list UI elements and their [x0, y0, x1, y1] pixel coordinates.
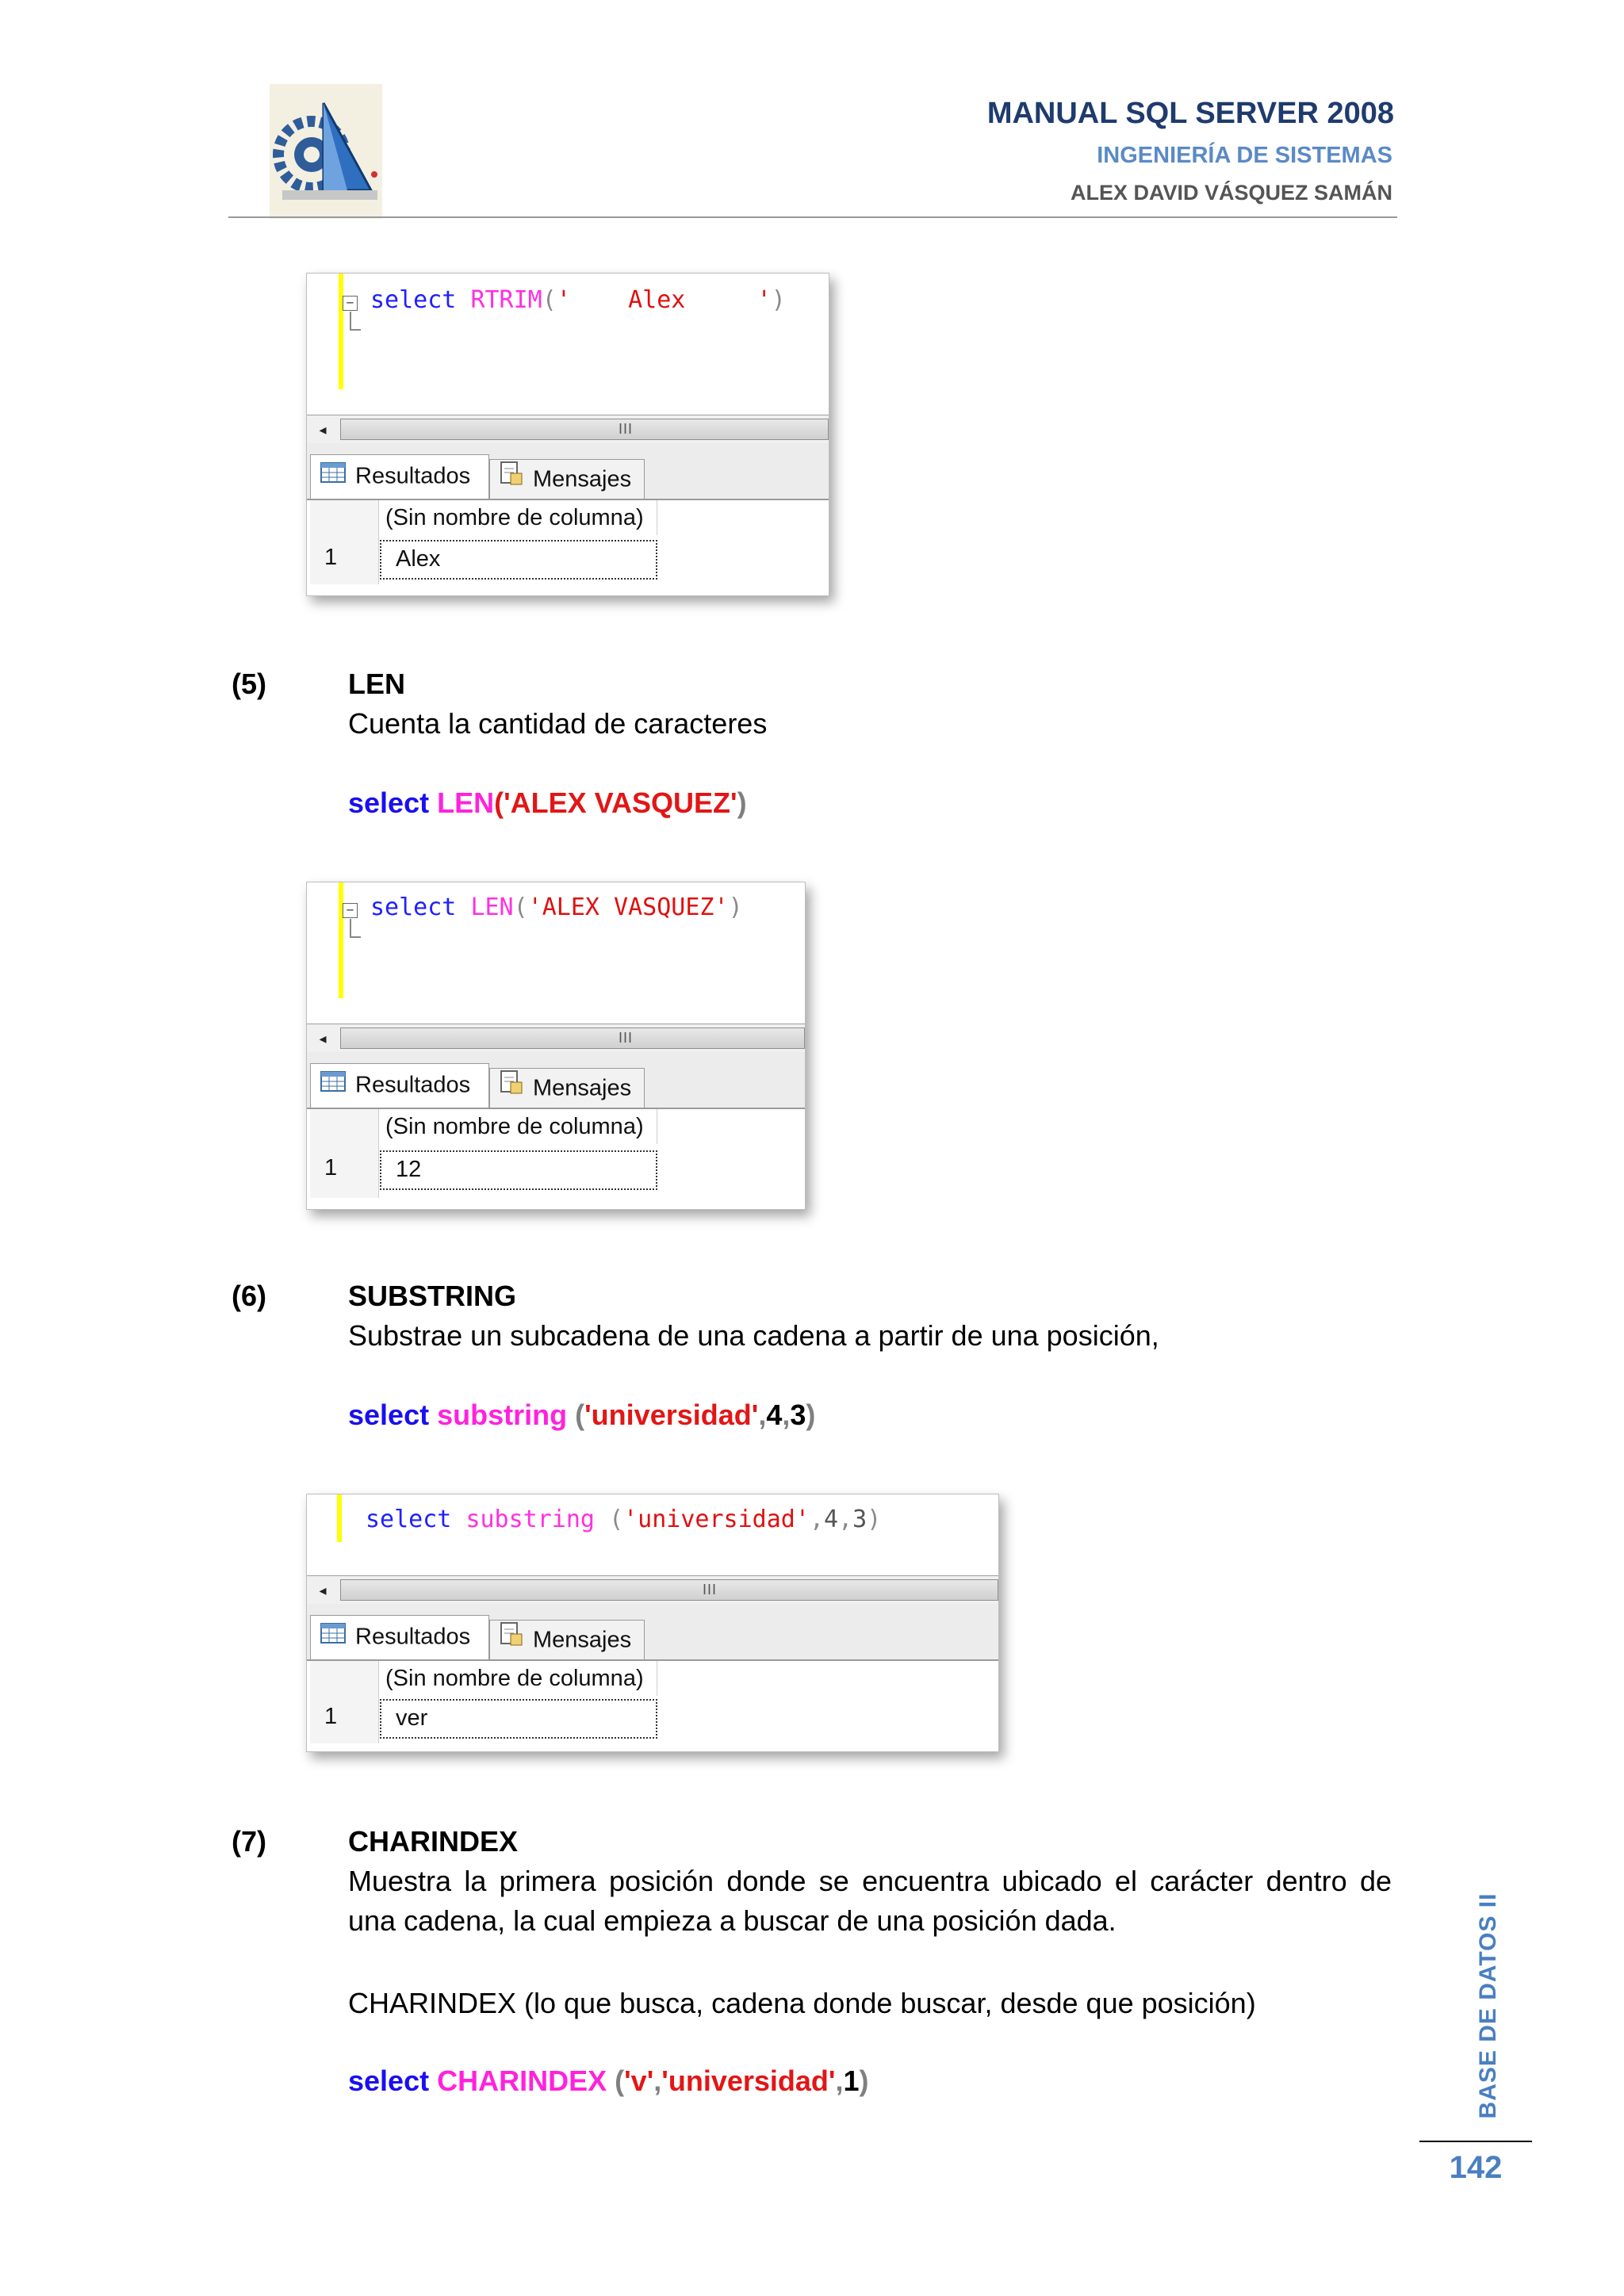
row-number: 1 [324, 545, 338, 570]
section-title: SUBSTRING [348, 1280, 517, 1312]
section-number: (7) [232, 1825, 266, 1858]
outline-guide [350, 312, 361, 331]
section-description: Muestra la primera posición donde se encuentra ubicado el carácter dentro de una cadena, la cual empieza a buscar de una posición dada. [348, 1865, 1392, 1937]
results-grid [307, 500, 829, 595]
results-grid [307, 1661, 998, 1751]
section-title: CHARINDEX [348, 1825, 519, 1858]
grid-icon [320, 455, 346, 496]
department-subtitle: INGENIERÍA DE SISTEMAS [1097, 143, 1392, 168]
change-marker [337, 1494, 342, 1542]
sql-statement[interactable]: select LEN('ALEX VASQUEZ') [370, 894, 743, 921]
tab-resultados[interactable]: Resultados [310, 1063, 489, 1108]
page-number: 142 [1449, 2150, 1503, 2185]
horizontal-scrollbar[interactable] [307, 415, 829, 445]
scroll-thumb[interactable] [340, 419, 829, 440]
results-tab-bar [307, 1052, 805, 1109]
change-marker [339, 274, 343, 389]
section-code-example: select LEN('ALEX VASQUEZ') [348, 786, 747, 819]
row-header-column [310, 1661, 379, 1743]
horizontal-scrollbar[interactable] [307, 1575, 998, 1605]
tab-resultados[interactable]: Resultados [310, 454, 489, 499]
column-header[interactable]: (Sin nombre de columna) [378, 1109, 657, 1144]
scroll-grip: III [619, 421, 634, 437]
scroll-left-icon[interactable]: ◂ [319, 422, 327, 438]
section-number: (5) [232, 668, 266, 700]
results-tab-bar [307, 1604, 998, 1661]
change-marker [339, 882, 343, 998]
section-description: Substrae un subcadena de una cadena a partir de una posición, [348, 1319, 1159, 1352]
scroll-thumb[interactable] [340, 1027, 805, 1049]
horizontal-scrollbar[interactable] [307, 1024, 805, 1054]
manual-title: MANUAL SQL SERVER 2008 [986, 97, 1394, 130]
query-editor [307, 274, 829, 415]
sql-statement[interactable]: select substring ('universidad',4,3) [366, 1506, 882, 1533]
messages-icon [500, 1621, 523, 1659]
results-tab-bar [307, 443, 829, 500]
row-header-column [310, 1109, 379, 1198]
tab-mensajes[interactable]: Mensajes [489, 1620, 645, 1659]
row-number: 1 [324, 1155, 338, 1181]
messages-icon [500, 1069, 523, 1107]
column-header[interactable]: (Sin nombre de columna) [378, 1661, 657, 1696]
query-editor [307, 882, 805, 1024]
query-editor [307, 1494, 998, 1575]
ssms-screenshot-rtrim [306, 273, 829, 596]
ssms-screenshot-len [306, 882, 806, 1210]
grid-icon [320, 1616, 346, 1657]
tab-resultados[interactable]: Resultados [310, 1615, 489, 1659]
outline-guide [350, 919, 361, 938]
author-name: ALEX DAVID VÁSQUEZ SAMÁN [1070, 181, 1392, 205]
page-number-divider [1419, 2141, 1532, 2142]
collapse-icon[interactable]: − [343, 903, 358, 918]
section-syntax: CHARINDEX (lo que busca, cadena donde buscar, desde que posición) [348, 1987, 1256, 2019]
section-code-example: select CHARINDEX ('v','universidad',1) [348, 2064, 869, 2097]
header-divider [228, 216, 1397, 218]
section-code-example: select substring ('universidad',4,3) [348, 1399, 816, 1431]
column-header[interactable]: (Sin nombre de columna) [378, 500, 657, 535]
grid-icon [320, 1064, 346, 1105]
tab-mensajes[interactable]: Mensajes [489, 1068, 645, 1108]
result-cell[interactable]: ver [380, 1699, 657, 1739]
scroll-thumb[interactable] [340, 1579, 998, 1601]
section-title: LEN [348, 668, 405, 700]
section-description: Cuenta la cantidad de caracteres [348, 707, 768, 740]
results-grid [307, 1109, 805, 1209]
scroll-left-icon[interactable]: ◂ [319, 1582, 327, 1598]
scroll-grip: III [703, 1582, 718, 1598]
tab-mensajes[interactable]: Mensajes [489, 459, 645, 499]
collapse-icon[interactable]: − [343, 296, 358, 311]
row-number: 1 [324, 1704, 338, 1729]
messages-icon [500, 460, 523, 498]
book-section-label: BASE DE DATOS II [1475, 1892, 1501, 2119]
scroll-left-icon[interactable]: ◂ [319, 1031, 327, 1047]
scroll-grip: III [619, 1030, 634, 1046]
university-logo [268, 79, 387, 230]
result-cell[interactable]: Alex [380, 540, 657, 580]
result-cell[interactable]: 12 [380, 1150, 657, 1190]
section-number: (6) [232, 1280, 266, 1312]
sql-statement[interactable]: select RTRIM(' Alex ') [370, 286, 786, 314]
ssms-screenshot-substring [306, 1494, 999, 1752]
row-header-column [310, 500, 379, 584]
